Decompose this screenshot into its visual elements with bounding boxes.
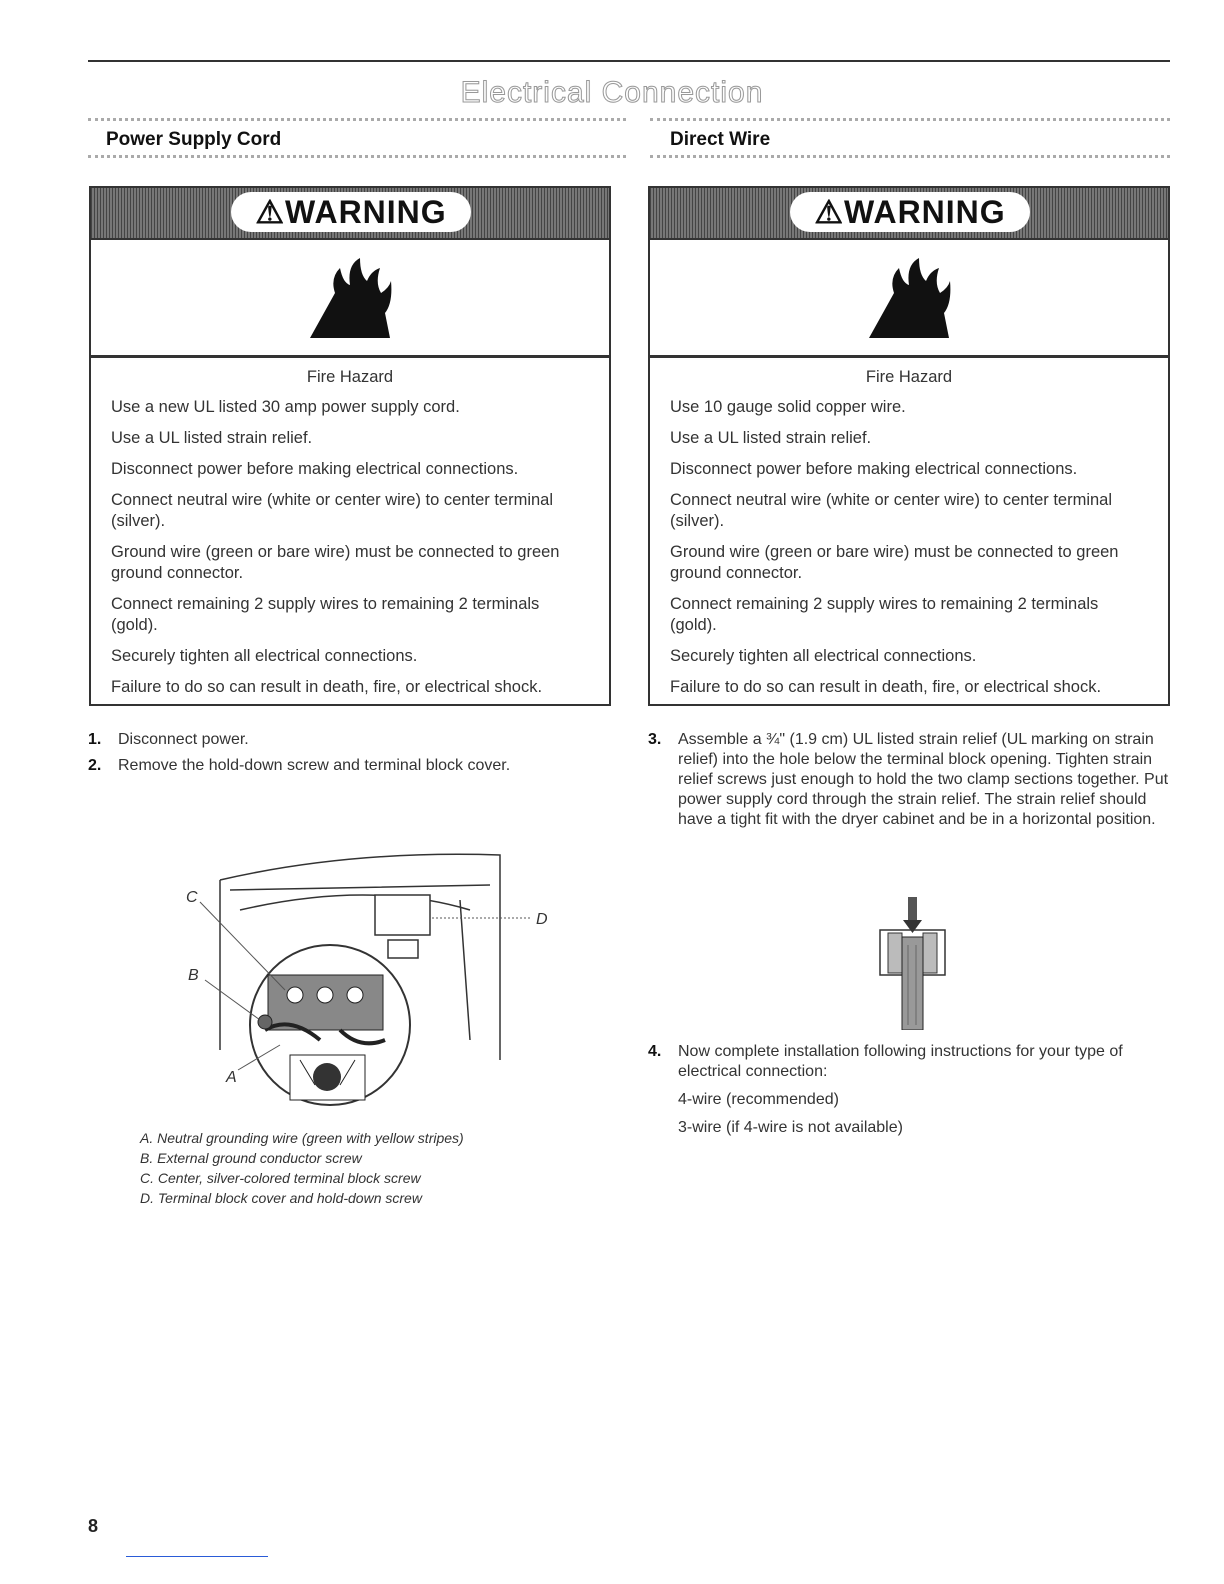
step-3	[648, 730, 1170, 836]
warning-line: Securely tighten all electrical connections.	[111, 647, 418, 665]
warning-label: ⚠WARNING	[790, 192, 1030, 232]
step-2	[88, 756, 608, 776]
warning-body	[91, 358, 609, 698]
warning-line: Ground wire (green or bare wire) must be connected to green ground connector.	[670, 543, 1119, 582]
hazard-title: Fire Hazard	[306, 368, 394, 386]
warning-line: Disconnect power before making electrical connections.	[670, 460, 1078, 478]
section-heading-label: Power Supply Cord	[106, 129, 282, 150]
step-text: Remove the hold-down screw and terminal block cover.	[118, 757, 511, 774]
fire-hazard-icon-area	[650, 240, 1168, 358]
warning-line: Connect neutral wire (white or center wire) to center terminal (silver).	[670, 491, 1113, 530]
callout-b: B	[188, 967, 199, 984]
warning-line: Disconnect power before making electrical connections.	[111, 460, 519, 478]
strain-relief-figure	[870, 895, 955, 1030]
warning-body	[650, 358, 1168, 698]
warning-line: Securely tighten all electrical connections.	[670, 647, 977, 665]
warning-label: ⚠WARNING	[231, 192, 471, 232]
callout-a: A	[226, 1069, 237, 1086]
warning-line: Connect remaining 2 supply wires to remaining 2 terminals (gold).	[670, 595, 1099, 634]
section-heading-power-supply-cord	[88, 118, 626, 158]
hazard-title: Fire Hazard	[865, 368, 953, 386]
warning-banner	[650, 188, 1168, 240]
warning-line: Ground wire (green or bare wire) must be connected to green ground connector.	[111, 543, 560, 582]
callout-d: D	[536, 911, 548, 928]
warning-line: Connect remaining 2 supply wires to remaining 2 terminals (gold).	[111, 595, 540, 634]
warning-line: Use a new UL listed 30 amp power supply cord.	[111, 398, 460, 416]
step-4	[648, 1042, 1170, 1138]
legend-item: C. Center, silver-colored terminal block screw	[140, 1170, 421, 1186]
page-number: 8	[88, 1516, 99, 1536]
steps-left	[88, 730, 608, 782]
fire-hazard-icon-area	[91, 240, 609, 358]
warning-triangle-icon: ⚠	[814, 194, 845, 230]
warning-box-power-supply-cord	[89, 186, 611, 706]
step-number: 4.	[648, 1043, 662, 1060]
warning-line: Use a UL listed strain relief.	[670, 429, 872, 447]
step-text: Assemble a ¾" (1.9 cm) UL listed strain relief (UL marking on strain relief) into the hole below the terminal block opening. Tighten strain relief screws just enough to hold the two clamp sections together. Put power supply cord through the strain relief. The strain relief should have a tight fit with the dryer cabinet and be in a horizontal position.	[678, 731, 1169, 828]
terminal-block-figure	[170, 840, 580, 1120]
warning-banner	[91, 188, 609, 240]
top-rule	[88, 60, 1170, 62]
page-title: Electrical Connection	[460, 76, 764, 109]
step-text: Now complete installation following instructions for your type of electrical connection:	[678, 1043, 1123, 1080]
warning-box-direct-wire	[648, 186, 1170, 706]
warning-triangle-icon: ⚠	[255, 194, 286, 230]
fire-icon	[864, 253, 954, 343]
callout-c: C	[186, 889, 198, 906]
step-number: 2.	[88, 757, 102, 774]
footer-link-underline	[126, 1556, 268, 1557]
warning-line: Use a UL listed strain relief.	[111, 429, 313, 447]
section-heading-direct-wire	[650, 118, 1170, 158]
warning-line: Failure to do so can result in death, fire, or electrical shock.	[670, 678, 1102, 696]
step-1	[88, 730, 608, 750]
warning-line: Connect neutral wire (white or center wire) to center terminal (silver).	[111, 491, 554, 530]
step-number: 1.	[88, 731, 102, 748]
legend-item: A. Neutral grounding wire (green with yellow stripes)	[140, 1130, 464, 1146]
fire-icon	[305, 253, 395, 343]
section-heading-label: Direct Wire	[670, 129, 771, 150]
legend-item: B. External ground conductor screw	[140, 1150, 362, 1166]
option-3-wire: 3-wire (if 4-wire is not available)	[678, 1119, 903, 1136]
warning-line: Use 10 gauge solid copper wire.	[670, 398, 906, 416]
step-number: 3.	[648, 731, 662, 748]
step-text: Disconnect power.	[118, 731, 249, 748]
figure-legend	[140, 1128, 464, 1208]
warning-line: Failure to do so can result in death, fire, or electrical shock.	[111, 678, 543, 696]
option-4-wire: 4-wire (recommended)	[678, 1091, 839, 1108]
legend-item: D. Terminal block cover and hold-down screw	[140, 1190, 422, 1206]
